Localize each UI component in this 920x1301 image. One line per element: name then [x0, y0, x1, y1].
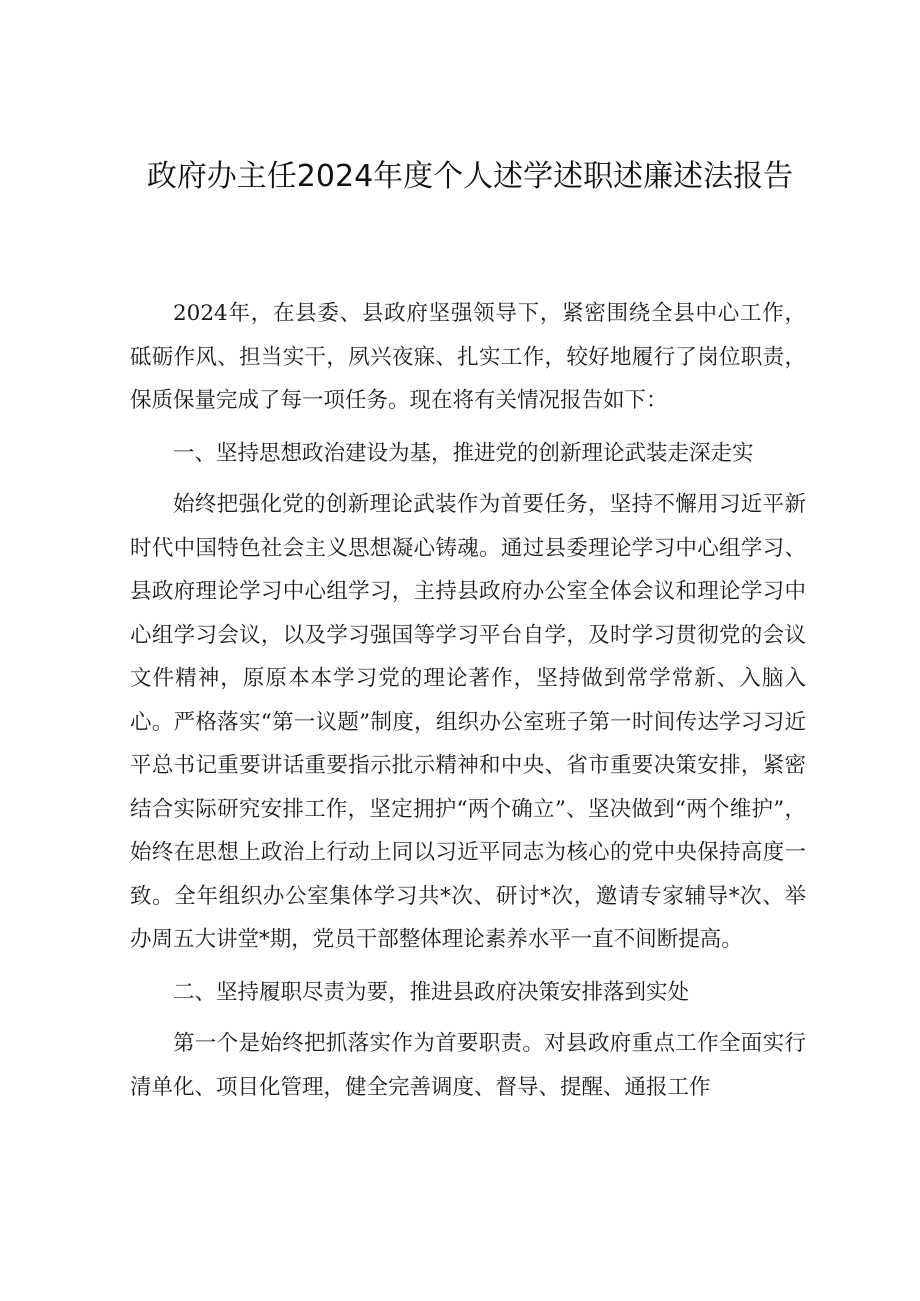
- section-2-paragraph: 第一个是始终把抓落实作为首要职责。对县政府重点工作全面实行清单化、项目化管理，健全完善调度、督导、提醒、通报工作: [130, 1031, 806, 1100]
- section-heading-2: 二、坚持履职尽责为要，推进县政府决策安排落到实处: [173, 979, 690, 1005]
- section-1-paragraph: 始终把强化党的创新理论武装作为首要任务，坚持不懈用习近平新时代中国特色社会主义思想凝心铸魂。通过县委理论学习中心组学习、县政府理论学习中心组学习，主持县政府办公室全体会议和理论学习中心组学习会议，以及学习强国等学习平台自学，及时学习贯彻党的会议文件精神，原原本本学习党的理论著作，坚持做到常学常新、入脑入心。严格落实“第一议题”制度，组织办公室班子第一时间传达学习习近平总书记重要讲话重要指示批示精神和中央、省市重要决策安排，紧密结合实际研究安排工作，坚定拥护“两个确立”、坚决做到“两个维护”，始终在思想上政治上行动上同以习近平同志为核心的党中央保持高度一致。全年组织办公室集体学习共*次、研讨*次，邀请专家辅导*次、举办周五大讲堂*期，党员干部整体理论素养水平一直不间断提高。: [130, 492, 806, 952]
- intro-paragraph: 2024年，在县委、县政府坚强领导下，紧密围绕全县中心工作，砥砺作风、担当实干，夙兴夜寐、扎实工作，较好地履行了岗位职责，保质保量完成了每一项任务。现在将有关情况报告如下：: [130, 301, 806, 413]
- document-title: 政府办主任2024年度个人述学述职述廉述法报告: [146, 159, 794, 194]
- document-body: [130, 292, 806, 1118]
- section-heading-1: 一、坚持思想政治建设为基，推进党的创新理论武装走深走实: [173, 440, 754, 466]
